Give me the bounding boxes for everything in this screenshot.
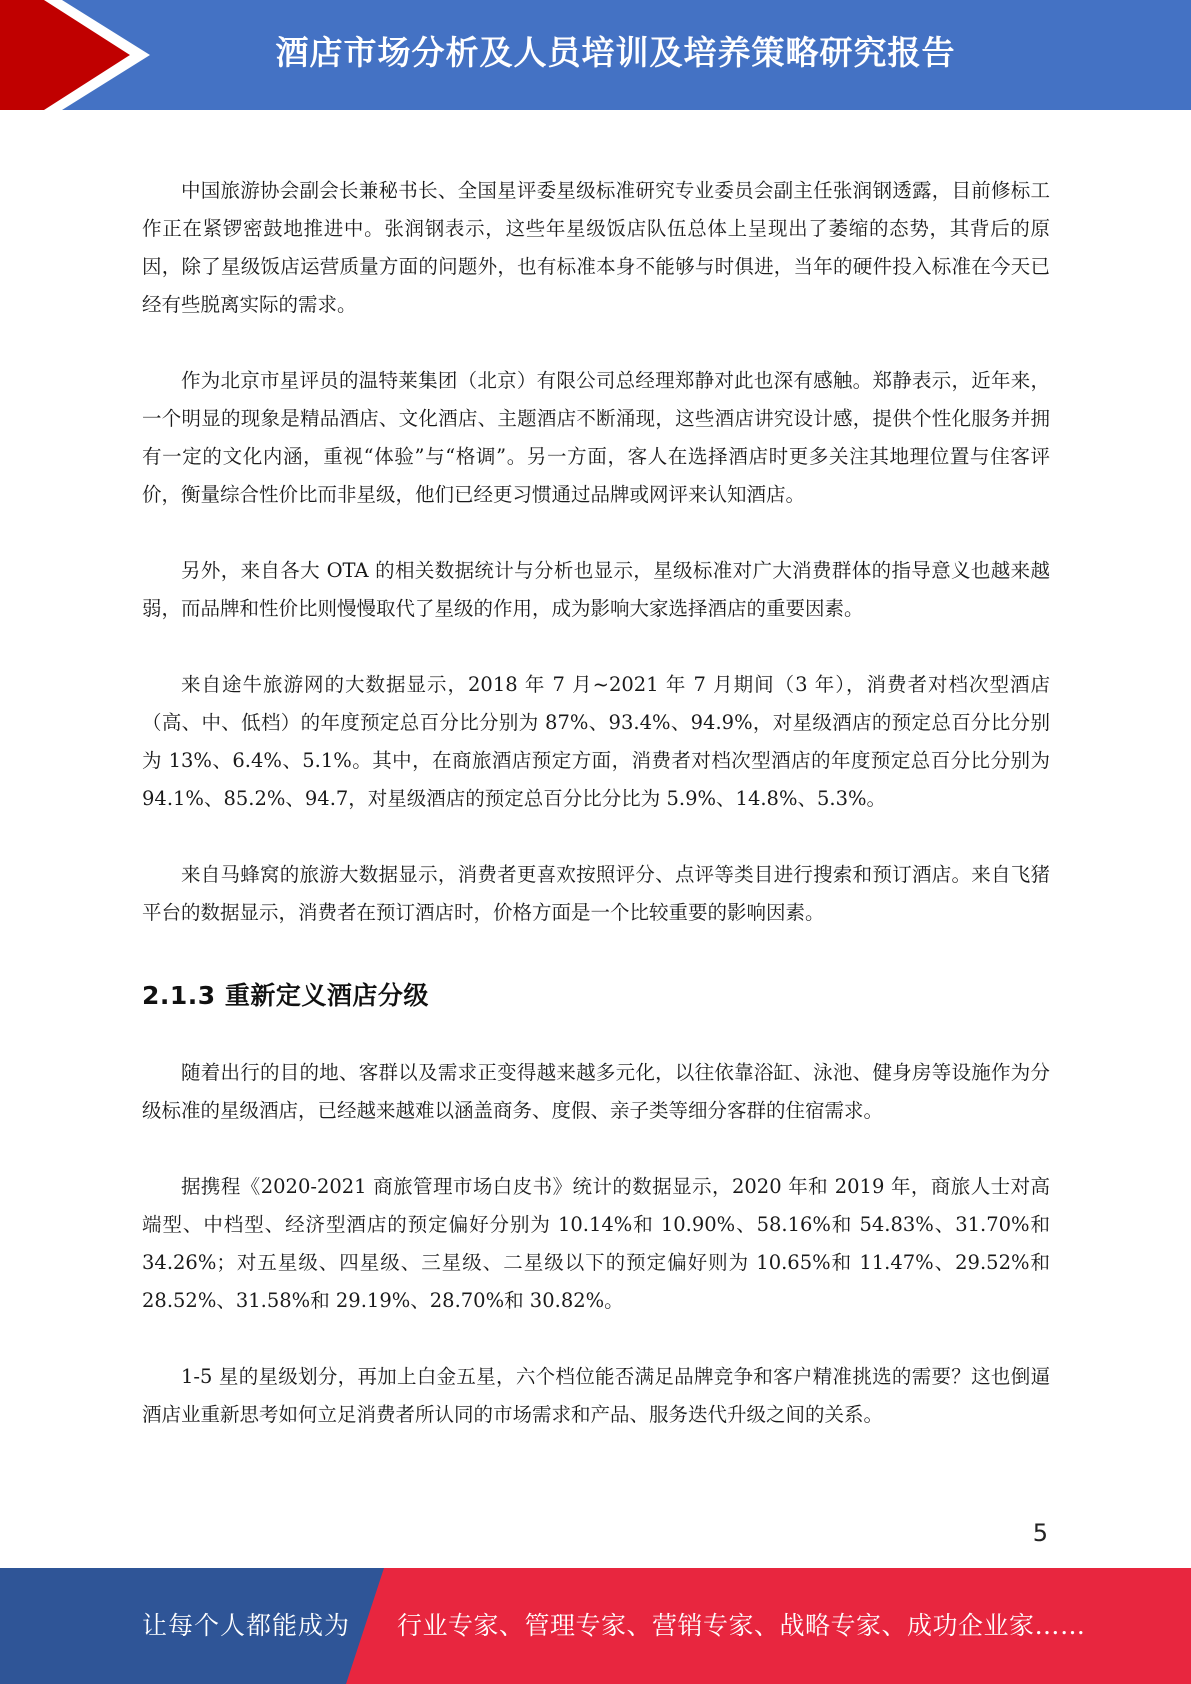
paragraph: 来自途牛旅游网的大数据显示，2018 年 7 月~2021 年 7 月期间（3 年），消费者对档次型酒店（高、中、低档）的年度预定总百分比分别为 87%、93.4%、94.9%，对星级酒店的预定总百分比分别为 13%、6.4%、5.1%。其中，在商旅酒店预定方面，消费者对档次型酒店的年度预定总百分比分别为 94.1%、85.2%、94.7，对星级酒店的预定总百分比分比为 5.9%、14.8%、5.3%。 (142, 673, 1050, 810)
paragraph: 据携程《2020-2021 商旅管理市场白皮书》统计的数据显示，2020 年和 2019 年，商旅人士对高端型、中档型、经济型酒店的预定偏好分别为 10.14%和 10.90%、58.16%和 54.83%、31.70%和 34.26%；对五星级、四星级、三星级、二星级以下的预定偏好则为 10.65%和 11.47%、29.52%和 28.52%、31.58%和 29.19%、28.70%和 30.82%。 (142, 1175, 1050, 1312)
section-heading: 2.1.3 重新定义酒店分级 (142, 981, 429, 1010)
paragraph: 另外，来自各大 OTA 的相关数据统计与分析也显示，星级标准对广大消费群体的指导意义也越来越弱，而品牌和性价比则慢慢取代了星级的作用，成为影响大家选择酒店的重要因素。 (142, 559, 1050, 620)
paragraph: 随着出行的目的地、客群以及需求正变得越来越多元化，以往依靠浴缸、泳池、健身房等设施作为分级标准的星级酒店，已经越来越难以涵盖商务、度假、亲子类等细分客群的住宿需求。 (142, 1061, 1050, 1122)
page-header (0, 0, 1191, 110)
page-number: 5 (1032, 1519, 1048, 1547)
footer-slogan-left: 让每个人都能成为 (142, 1611, 351, 1640)
paragraph: 来自马蜂窝的旅游大数据显示，消费者更喜欢按照评分、点评等类目进行搜索和预订酒店。来自飞猪平台的数据显示，消费者在预订酒店时，价格方面是一个比较重要的影响因素。 (142, 863, 1050, 924)
paragraph: 中国旅游协会副会长兼秘书长、全国星评委星级标准研究专业委员会副主任张润钢透露，目前修标工作正在紧锣密鼓地推进中。张润钢表示，这些年星级饭店队伍总体上呈现出了萎缩的态势，其背后的原因，除了星级饭店运营质量方面的问题外，也有标准本身不能够与时俱进，当年的硬件投入标准在今天已经有些脱离实际的需求。 (142, 179, 1050, 316)
footer-slogan-right: 行业专家、管理专家、营销专家、战略专家、成功企业家…… (397, 1611, 1086, 1640)
page-footer (0, 1568, 1191, 1684)
paragraph: 1-5 星的星级划分，再加上白金五星，六个档位能否满足品牌竞争和客户精准挑选的需要？这也倒逼酒店业重新思考如何立足消费者所认同的市场需求和产品、服务迭代升级之间的关系。 (142, 1365, 1050, 1426)
paragraph: 作为北京市星评员的温特莱集团（北京）有限公司总经理郑静对此也深有感触。郑静表示，近年来，一个明显的现象是精品酒店、文化酒店、主题酒店不断涌现，这些酒店讲究设计感，提供个性化服务并拥有一定的文化内涵，重视“体验”与“格调”。另一方面，客人在选择酒店时更多关注其地理位置与住客评价，衡量综合性价比而非星级，他们已经更习惯通过品牌或网评来认知酒店。 (142, 369, 1050, 506)
document-body (142, 172, 1050, 1434)
report-title: 酒店市场分析及人员培训及培养策略研究报告 (275, 33, 956, 72)
